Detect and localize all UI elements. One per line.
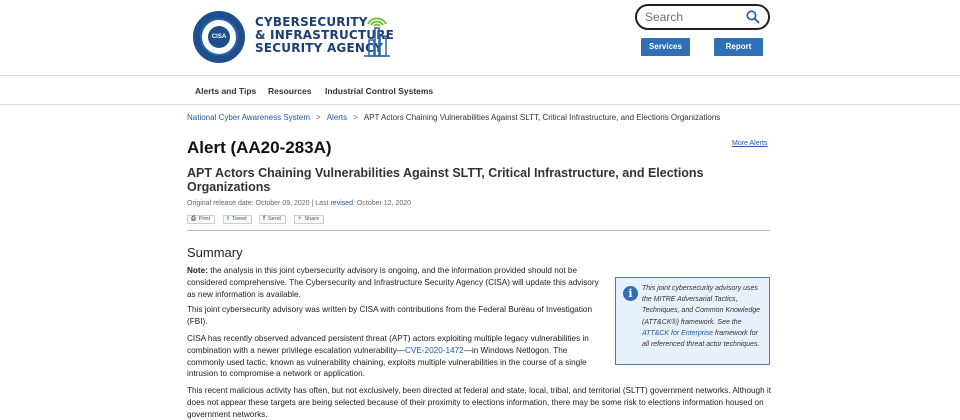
release-dates <box>187 200 411 207</box>
share-label: Share <box>304 216 320 222</box>
attack-info-box <box>615 277 770 365</box>
print-button[interactable] <box>187 215 215 224</box>
note-text: the analysis in this joint cybersecurity advisory is ongoing, and the information provided should not be considered comprehensive. The Cybersecurity and Infrastructure Security Agency (CISA) will update this advisory as new information is available. <box>187 266 599 299</box>
tweet-label: Tweet <box>232 216 247 222</box>
tweet-button[interactable] <box>223 215 252 224</box>
summary-paragraph-2: This joint cybersecurity advisory was written by CISA with contributions from the Federal Bureau of Investigation (FBI). <box>187 305 593 326</box>
report-button[interactable]: Report <box>714 38 763 56</box>
nav-alerts-and-tips[interactable]: Alerts and Tips <box>195 86 257 96</box>
cisa-seal-logo[interactable] <box>193 11 245 63</box>
nav-industrial-control-systems[interactable]: Industrial Control Systems <box>325 86 434 96</box>
breadcrumb-alerts[interactable]: Alerts <box>326 113 348 122</box>
revised-date: : October 12, 2020 <box>353 200 412 207</box>
agency-line-1: CYBERSECURITY <box>255 15 368 29</box>
site-header <box>0 0 960 75</box>
p3-text-a: CISA has recently observed advanced persistent threat (APT) actors exploiting multiple legacy vulnerabilities in combination with a newer privilege escalation vulnerability— <box>187 334 589 355</box>
release-date-text: Original release date: October 09, 2020 | Last <box>187 200 331 207</box>
breadcrumb-separator: > <box>353 113 358 122</box>
cve-link[interactable]: CVE-2020-1472 <box>405 345 464 355</box>
search-box[interactable] <box>635 4 770 30</box>
revised-link[interactable]: revised <box>330 200 354 207</box>
twitter-icon: t <box>227 216 229 222</box>
search-input[interactable] <box>645 9 745 25</box>
more-alerts-link[interactable]: More Alerts <box>732 140 768 147</box>
send-label: Send <box>268 216 281 222</box>
facebook-icon: f <box>263 216 265 222</box>
seal-ring <box>200 18 238 56</box>
summary-note-paragraph <box>187 265 602 300</box>
summary-paragraph-4: This recent malicious activity has often, but not exclusively, been directed at federal and state, local, tribal, and territorial (SLTT) government networks. Although it does not appear these targets are being selected because of their proximity to elections information, there may be some risk to elections information housed on government networks. <box>187 386 772 419</box>
summary-paragraph-3 <box>187 333 597 380</box>
print-label: Print <box>198 216 211 222</box>
services-button[interactable]: Services <box>641 38 690 56</box>
divider <box>187 230 770 231</box>
share-icon: + <box>298 216 302 222</box>
info-text-b: framework for all referenced threat actor techniques. <box>642 329 760 349</box>
p3-text-b: —in Windows Netlogon. The commonly used tactic, known as vulnerability chaining, exploits multiple vulnerabilities in the course of a single intrusion to compromise a network or application. <box>187 345 587 379</box>
search-icon[interactable] <box>746 10 760 24</box>
agency-line-2: & INFRASTRUCTURE <box>255 28 395 42</box>
alert-title: APT Actors Chaining Vulnerabilities Against SLTT, Critical Infrastructure, and Elections Organizations <box>187 166 704 194</box>
breadcrumb-current: APT Actors Chaining Vulnerabilities Against SLTT, Critical Infrastructure, and Elections Organizations <box>363 113 721 122</box>
send-button[interactable] <box>259 215 286 224</box>
breadcrumb <box>187 113 720 122</box>
breadcrumb-separator: > <box>316 113 321 122</box>
breadcrumb-ncas[interactable]: National Cyber Awareness System <box>187 113 311 122</box>
summary-heading: Summary <box>187 245 243 260</box>
info-box-text <box>642 283 766 350</box>
signal-tower-icon <box>360 10 392 58</box>
attack-enterprise-link[interactable]: ATT&CK for Enterprise <box>642 329 714 337</box>
print-icon: ⎙ <box>191 216 196 222</box>
agency-line-3: SECURITY AGENCY <box>255 41 384 55</box>
alert-id-heading: Alert (AA20-283A) <box>187 138 332 157</box>
info-text-a: This joint cybersecurity advisory uses the MITRE Adversarial Tactics, Techniques, and Common Knowledge (ATT&CK®) framework. See the <box>642 285 761 326</box>
main-nav <box>0 75 960 105</box>
agency-wordmark[interactable] <box>255 15 395 55</box>
info-icon: i <box>623 286 638 301</box>
share-button[interactable] <box>294 215 324 224</box>
seal-core: CISA <box>208 26 230 48</box>
note-label: Note: <box>187 266 208 275</box>
nav-resources[interactable]: Resources <box>268 86 312 96</box>
